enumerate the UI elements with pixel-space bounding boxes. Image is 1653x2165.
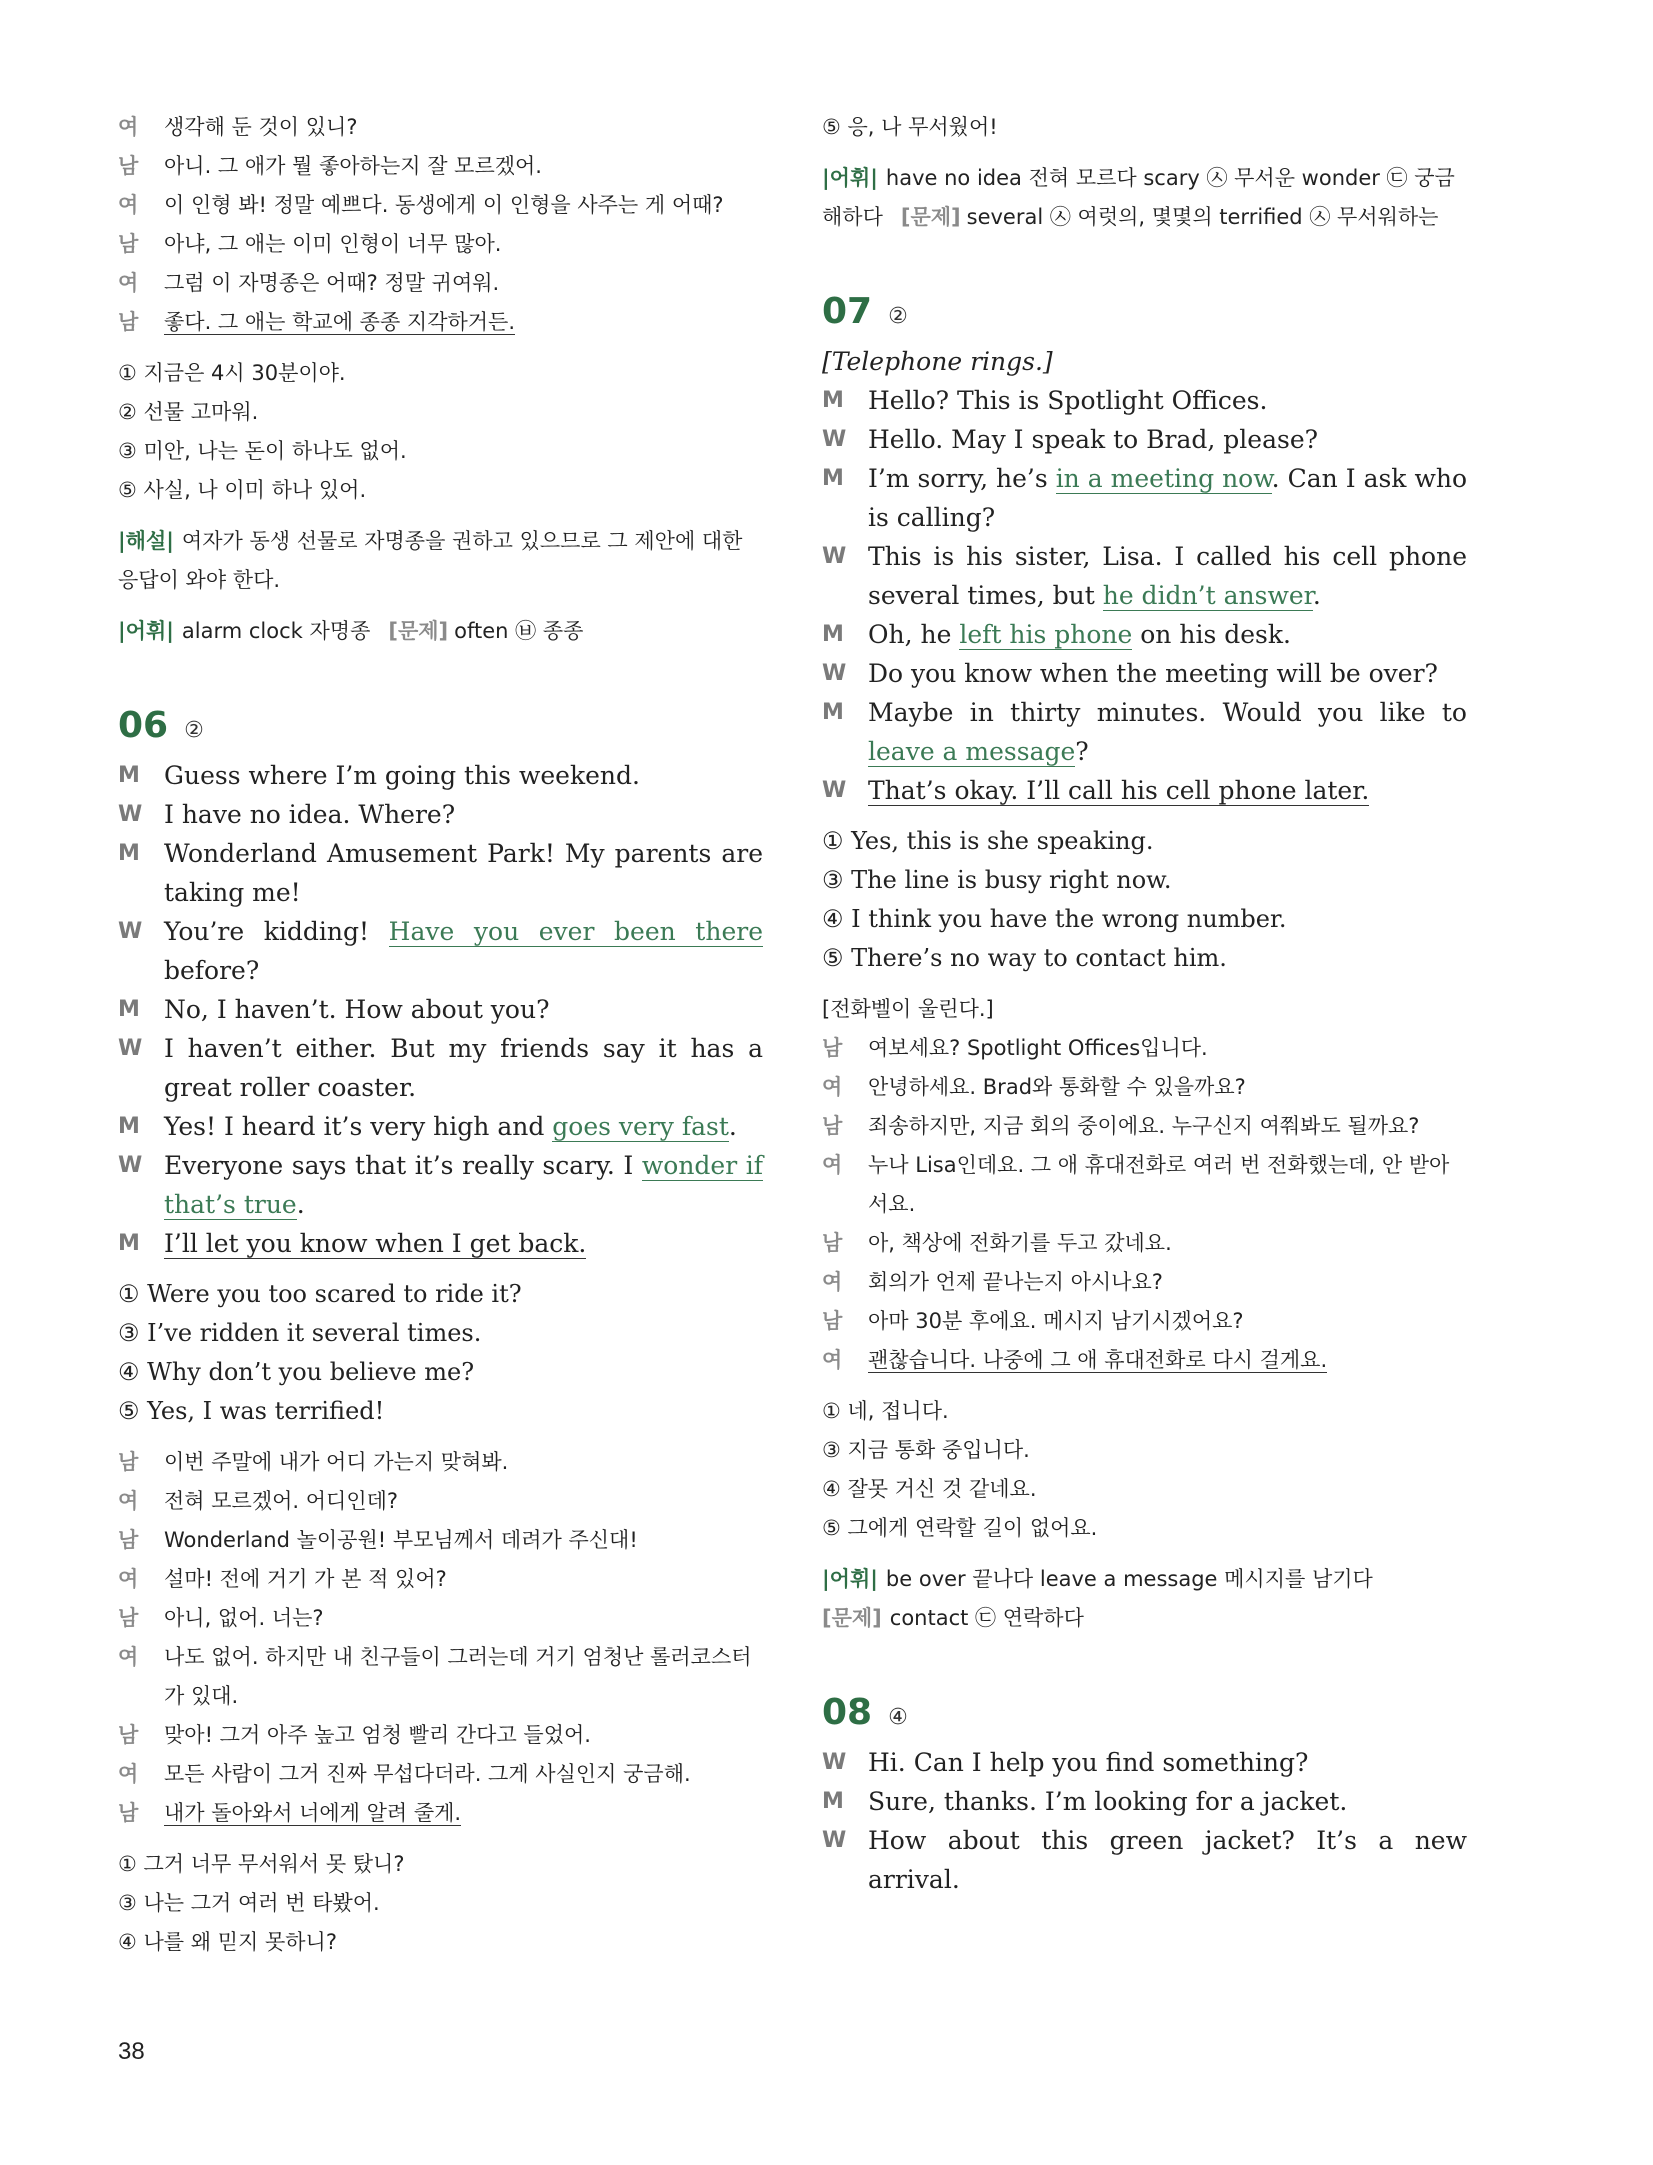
line-text: 죄송하지만, 지금 회의 중이에요. 누구신지 여쭤봐도 될까요? xyxy=(868,1114,1420,1138)
option: ④ I think you have the wrong number. xyxy=(822,905,1287,933)
text-segment: . xyxy=(1312,581,1321,610)
line-text: Guess where I’m going this weekend. xyxy=(164,761,640,790)
speaker: 여 xyxy=(822,1075,843,1099)
line-text: 아니, 없어. 너는? xyxy=(164,1606,324,1630)
option: ① 네, 접니다. xyxy=(822,1399,949,1423)
speaker: 여 xyxy=(118,1489,139,1513)
key-phrase: Have you ever been there xyxy=(388,917,763,946)
answer-underline: That’s okay. I’ll call his cell phone later. xyxy=(868,776,1370,805)
line-text: 이 인형 봐! 정말 예쁘다. 동생에게 이 인형을 사주는 게 어때? xyxy=(164,193,724,217)
line-text xyxy=(868,459,1467,537)
dialogue-line xyxy=(822,537,1467,615)
vocab-note xyxy=(118,612,763,651)
speaker: W xyxy=(822,778,847,803)
line-text xyxy=(164,1794,763,1833)
option: ⑤ 사실, 나 이미 하나 있어. xyxy=(118,478,367,502)
dialogue-line xyxy=(822,1029,1467,1068)
line-text: 이번 주말에 내가 어디 가는지 맞혀봐. xyxy=(164,1450,509,1474)
speaker: W xyxy=(822,1750,847,1775)
left-column xyxy=(118,108,763,1962)
key-phrase: left his phone xyxy=(959,620,1133,649)
speaker: M xyxy=(118,763,140,788)
line-text: 누나 Lisa인데요. 그 애 휴대전화로 여러 번 전화했는데, 안 받아서요. xyxy=(868,1153,1450,1216)
speaker: 여 xyxy=(118,1567,139,1591)
speaker: W xyxy=(118,1036,143,1061)
option: ④ 잘못 거신 것 같네요. xyxy=(822,1477,1037,1501)
line-text xyxy=(868,771,1467,810)
vocab-note xyxy=(822,1560,1467,1638)
option: ⑤ 응, 나 무서웠어! xyxy=(822,115,998,139)
dialogue-line xyxy=(822,1068,1467,1107)
text-segment: . xyxy=(728,1112,737,1141)
speaker: 남 xyxy=(822,1036,843,1060)
right-column xyxy=(822,108,1467,1899)
dialogue-line xyxy=(822,693,1467,771)
speaker: 여 xyxy=(118,271,139,295)
dialogue-line xyxy=(118,303,763,342)
line-text: 안녕하세요. Brad와 통화할 수 있을까요? xyxy=(868,1075,1246,1099)
explanation-tag: |해설| xyxy=(118,529,174,553)
text-segment: before? xyxy=(164,956,260,985)
line-text: Hello. May I speak to Brad, please? xyxy=(868,425,1319,454)
speaker: W xyxy=(822,661,847,686)
line-text: 여보세요? Spotlight Offices입니다. xyxy=(868,1036,1208,1060)
vocab-text: several ㉦ 여럿의, 몇몇의 terrified ㉦ 무서워하는 xyxy=(966,205,1439,229)
line-text: Do you know when the meeting will be over? xyxy=(868,659,1438,688)
explanation-text: 여자가 동생 선물로 자명종을 권하고 있으므로 그 제안에 대한 응답이 와야 한다. xyxy=(118,529,743,592)
line-text: 회의가 언제 끝나는지 아시나요? xyxy=(868,1270,1163,1294)
korean-options-07 xyxy=(822,1392,1467,1548)
key-phrase: in a meeting now xyxy=(1055,464,1272,493)
dialogue-line xyxy=(118,264,763,303)
option: ⑤ There’s no way to contact him. xyxy=(822,944,1227,972)
option: ⑤ 그에게 연락할 길이 없어요. xyxy=(822,1516,1098,1540)
answer-mark: ④ xyxy=(888,1705,908,1730)
option: ③ 미안, 나는 돈이 하나도 없어. xyxy=(118,439,407,463)
vocab-text: alarm clock 자명종 xyxy=(181,619,371,643)
option: ③ The line is busy right now. xyxy=(822,866,1172,894)
dialogue-line xyxy=(118,1482,763,1521)
dialogue-line xyxy=(118,1794,763,1833)
dialogue-line xyxy=(118,1029,763,1107)
line-text: Wonderland Amusement Park! My parents are taking me! xyxy=(164,839,763,907)
dialogue-line xyxy=(822,459,1467,537)
speaker: 여 xyxy=(118,193,139,217)
line-text xyxy=(868,693,1467,771)
speaker: M xyxy=(118,1114,140,1139)
korean-dialogue-07 xyxy=(822,1029,1467,1380)
text-segment: Maybe in thirty minutes. Would you like to xyxy=(868,698,1467,727)
vocab-text: often ㉥ 종종 xyxy=(454,619,584,643)
speaker: W xyxy=(118,919,143,944)
vocab-tag: |어휘| xyxy=(822,166,878,190)
dialogue-line xyxy=(118,912,763,990)
answer-underline: 내가 돌아와서 너에게 알려 줄게. xyxy=(164,1801,462,1825)
line-text: No, I haven’t. How about you? xyxy=(164,995,550,1024)
section-08-header xyxy=(822,1692,1467,1733)
dialogue-line xyxy=(118,1560,763,1599)
dialogue-line xyxy=(118,225,763,264)
answer-underline: I’ll let you know when I get back. xyxy=(164,1229,587,1258)
dialogue-line xyxy=(118,1146,763,1224)
dialogue-line xyxy=(822,420,1467,459)
section-07-header xyxy=(822,291,1467,332)
line-text: Hi. Can I help you find something? xyxy=(868,1748,1309,1777)
dialogue-line xyxy=(822,1782,1467,1821)
vocab-text: have no idea 전혀 모르다 scary ㉦ 무서운 wonder ㉢ 궁금해하다 xyxy=(822,166,1455,229)
speaker: 남 xyxy=(118,232,139,256)
speaker: 여 xyxy=(822,1153,843,1177)
speaker: 남 xyxy=(118,1723,139,1747)
vocab-text: be over 끝나다 leave a message 메시지를 남기다 xyxy=(885,1567,1373,1591)
speaker: 남 xyxy=(118,154,139,178)
question-number: 08 xyxy=(822,1692,873,1733)
vocab-tag: |어휘| xyxy=(118,619,174,643)
speaker: M xyxy=(118,841,140,866)
dialogue-line xyxy=(822,1224,1467,1263)
answer-mark: ② xyxy=(184,718,204,743)
speaker: 남 xyxy=(822,1114,843,1138)
line-text: How about this green jacket? It’s a new arrival. xyxy=(868,1826,1467,1894)
line-text: Sure, thanks. I’m looking for a jacket. xyxy=(868,1787,1348,1816)
line-text: 나도 없어. 하지만 내 친구들이 그러는데 거기 엄청난 롤러코스터가 있대. xyxy=(164,1645,752,1708)
option: ① Were you too scared to ride it? xyxy=(118,1280,522,1308)
dialogue-line xyxy=(118,1521,763,1560)
line-text xyxy=(164,1224,763,1263)
text-segment: I’m sorry, he’s xyxy=(868,464,1056,493)
speaker: 남 xyxy=(118,1528,139,1552)
line-text: I have no idea. Where? xyxy=(164,800,456,829)
line-text xyxy=(868,537,1467,615)
speaker: M xyxy=(822,622,844,647)
line-text: Wonderland 놀이공원! 부모님께서 데려가 주신대! xyxy=(164,1528,638,1552)
dialogue-line xyxy=(118,1755,763,1794)
text-segment: This is his sister, Lisa. I called his cell phone several times, but xyxy=(868,542,1467,610)
text-segment: ? xyxy=(1075,737,1089,766)
english-options-07 xyxy=(822,822,1467,978)
korean-dialogue-06 xyxy=(118,1443,763,1833)
dialogue-line xyxy=(118,186,763,225)
english-dialogue-08 xyxy=(822,1743,1467,1899)
dialogue-line xyxy=(822,654,1467,693)
speaker: 남 xyxy=(118,1801,139,1825)
english-dialogue-07 xyxy=(822,381,1467,810)
line-text xyxy=(164,912,763,990)
dialogue-line xyxy=(118,834,763,912)
dialogue-line xyxy=(822,1146,1467,1224)
speaker: M xyxy=(822,388,844,413)
text-segment: . Can I ask who is calling? xyxy=(868,464,1467,532)
question-number: 06 xyxy=(118,705,169,746)
line-text xyxy=(164,1146,763,1224)
vocab-sub-tag: [문제] xyxy=(388,619,449,643)
text-segment: Yes! I heard it’s very high and xyxy=(164,1112,553,1141)
speaker: 여 xyxy=(118,1645,139,1669)
answer-mark: ② xyxy=(888,304,908,329)
speaker: 여 xyxy=(822,1270,843,1294)
option: ① 그거 너무 무서워서 못 탔니? xyxy=(118,1852,405,1876)
text-segment: Oh, he xyxy=(868,620,960,649)
dialogue-line xyxy=(822,381,1467,420)
speaker: 여 xyxy=(822,1348,843,1372)
line-text: 모든 사람이 그거 진짜 무섭다더라. 그게 사실인지 궁금해. xyxy=(164,1762,691,1786)
dialogue-line xyxy=(118,1638,763,1716)
line-text: I haven’t either. But my friends say it has a great roller coaster. xyxy=(164,1034,763,1102)
korean-options-top xyxy=(118,354,763,510)
speaker: 남 xyxy=(822,1309,843,1333)
speaker: M xyxy=(822,1789,844,1814)
option: ② 선물 고마워. xyxy=(118,400,259,424)
line-text xyxy=(868,615,1467,654)
line-text: 설마! 전에 거기 가 본 적 있어? xyxy=(164,1567,447,1591)
dialogue-line xyxy=(118,1443,763,1482)
line-text xyxy=(868,1341,1467,1380)
speaker: M xyxy=(118,1231,140,1256)
page-number: 38 xyxy=(118,2038,145,2065)
line-text: 그럼 이 자명종은 어때? 정말 귀여워. xyxy=(164,271,500,295)
korean-options-06 xyxy=(118,1845,763,1962)
dialogue-line xyxy=(118,1716,763,1755)
option: ③ I’ve ridden it several times. xyxy=(118,1319,482,1347)
text-segment: You’re kidding! xyxy=(164,917,389,946)
line-text: Hello? This is Spotlight Offices. xyxy=(868,386,1268,415)
dialogue-line xyxy=(822,771,1467,810)
line-text: 맞아! 그거 아주 높고 엄청 빨리 간다고 들었어. xyxy=(164,1723,591,1747)
line-text: 아마 30분 후에요. 메시지 남기시겠어요? xyxy=(868,1309,1244,1333)
dialogue-line xyxy=(822,1743,1467,1782)
dialogue-line xyxy=(822,1341,1467,1380)
option: ① Yes, this is she speaking. xyxy=(822,827,1154,855)
text-segment: . xyxy=(296,1190,305,1219)
explanation-note xyxy=(118,522,763,600)
speaker: W xyxy=(822,1828,847,1853)
korean-dialogue-top xyxy=(118,108,763,342)
speaker: 여 xyxy=(118,1762,139,1786)
vocab-text: contact ㉢ 연락하다 xyxy=(889,1606,1084,1630)
dialogue-line xyxy=(822,1263,1467,1302)
speaker: W xyxy=(118,802,143,827)
vocab-sub-tag: [문제] xyxy=(900,205,961,229)
section-06-header xyxy=(118,705,763,746)
speaker: W xyxy=(118,1153,143,1178)
key-phrase: leave a message xyxy=(868,737,1076,766)
speaker: W xyxy=(822,427,847,452)
option: ④ Why don’t you believe me? xyxy=(118,1358,475,1386)
speaker: 남 xyxy=(118,1450,139,1474)
vocab-note xyxy=(822,159,1467,237)
option: ① 지금은 4시 30분이야. xyxy=(118,361,346,385)
dialogue-line xyxy=(822,1107,1467,1146)
english-options-06 xyxy=(118,1275,763,1431)
text-segment: Everyone says that it’s really scary. I xyxy=(164,1151,642,1180)
dialogue-line xyxy=(822,1302,1467,1341)
option: ③ 지금 통화 중입니다. xyxy=(822,1438,1030,1462)
speaker: 남 xyxy=(118,1606,139,1630)
line-text: 아냐, 그 애는 이미 인형이 너무 많아. xyxy=(164,232,502,256)
vocab-sub-tag: [문제] xyxy=(822,1606,882,1630)
key-phrase: wonder if that’s true xyxy=(164,1151,763,1219)
dialogue-line xyxy=(118,147,763,186)
english-dialogue-06 xyxy=(118,756,763,1263)
question-number: 07 xyxy=(822,291,873,332)
dialogue-line xyxy=(822,615,1467,654)
dialogue-line xyxy=(118,108,763,147)
dialogue-line xyxy=(118,1599,763,1638)
dialogue-line xyxy=(118,990,763,1029)
option: ④ 나를 왜 믿지 못하니? xyxy=(118,1930,337,1954)
speaker: M xyxy=(822,466,844,491)
speaker: 남 xyxy=(822,1231,843,1255)
dialogue-line xyxy=(118,1224,763,1263)
stage-text: [Telephone rings.] xyxy=(822,347,1053,376)
dialogue-line xyxy=(822,1821,1467,1899)
dialogue-line xyxy=(118,795,763,834)
key-phrase: he didn’t answer xyxy=(1102,581,1313,610)
option: ③ 나는 그거 여러 번 타봤어. xyxy=(118,1891,380,1915)
speaker: M xyxy=(822,700,844,725)
line-text xyxy=(164,303,763,342)
dialogue-line xyxy=(118,756,763,795)
line-text: 전혀 모르겠어. 어디인데? xyxy=(164,1489,399,1513)
line-text: 아니. 그 애가 뭘 좋아하는지 잘 모르겠어. xyxy=(164,154,542,178)
answer-underline: 좋다. 그 애는 학교에 종종 지각하거든. xyxy=(164,310,516,334)
vocab-tag: |어휘| xyxy=(822,1567,878,1591)
speaker: M xyxy=(118,997,140,1022)
speaker: W xyxy=(822,544,847,569)
stage-direction xyxy=(822,342,1467,381)
speaker: 남 xyxy=(118,310,139,334)
dialogue-line xyxy=(118,1107,763,1146)
line-text: 아, 책상에 전화기를 두고 갔네요. xyxy=(868,1231,1172,1255)
option: ⑤ Yes, I was terrified! xyxy=(118,1397,385,1425)
line-text xyxy=(164,1107,763,1146)
speaker: 여 xyxy=(118,115,139,139)
line-text: 생각해 둔 것이 있니? xyxy=(164,115,358,139)
text-segment: on his desk. xyxy=(1132,620,1291,649)
stage-direction-korean: [전화벨이 울린다.] xyxy=(822,997,994,1021)
key-phrase: goes very fast xyxy=(552,1112,729,1141)
answer-underline: 괜찮습니다. 나중에 그 애 휴대전화로 다시 걸게요. xyxy=(868,1348,1328,1372)
